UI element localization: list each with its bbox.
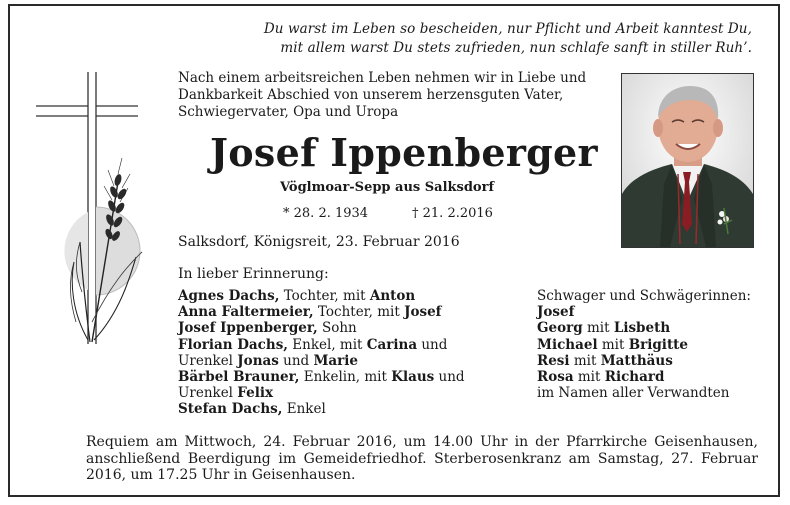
mourner-name: Jonas — [237, 352, 279, 369]
mourner-line — [537, 288, 751, 304]
mourner-partner: Josef — [404, 304, 442, 321]
mourners-list-right — [537, 288, 751, 401]
mourner-partner: Klaus — [391, 369, 435, 386]
mourner-line — [178, 304, 465, 320]
mourner-conjunction: und — [278, 352, 314, 369]
mourner-line — [537, 385, 751, 401]
mourner-line — [537, 369, 751, 385]
portrait-photo — [621, 73, 754, 248]
mourner-relation: Tochter, mit — [279, 288, 370, 304]
mourner-name: Felix — [237, 385, 274, 402]
mourner-line — [178, 337, 465, 353]
place-and-date: Salksdorf, Königsreit, 23. Februar 2016 — [178, 234, 460, 250]
deceased-name: Josef Ippenberger — [210, 130, 598, 175]
cross-with-wheat-icon — [30, 72, 150, 352]
mourner-line — [537, 304, 751, 320]
mourner-relation: Schwager und Schwägerinnen: — [537, 288, 751, 304]
mourner-relation: Enkelin, mit — [299, 369, 392, 386]
poem-line: Du warst im Leben so bescheiden, nur Pflicht und Arbeit kanntest Du, — [263, 21, 752, 37]
mourner-name: Resi — [537, 352, 570, 369]
intro-line: Nach einem arbeitsreichen Leben nehmen wir in Liebe und — [178, 70, 587, 86]
mourner-line — [178, 353, 465, 369]
mourner-line — [178, 385, 465, 401]
mourner-conjunction: mit — [573, 369, 605, 386]
mourner-conjunction: und — [434, 369, 465, 386]
mourner-name: Bärbel Brauner, — [178, 369, 300, 386]
mourner-partner: Richard — [604, 369, 665, 386]
mourner-relation: Sohn — [317, 320, 357, 337]
mourner-partner: Lisbeth — [613, 320, 671, 337]
mourner-name: Anna Faltermeier, — [178, 304, 314, 321]
death-date: † 21. 2.2016 — [412, 206, 493, 221]
mourner-relation: Tochter, mit — [313, 304, 405, 321]
mourner-conjunction: und — [417, 336, 448, 353]
mourner-partner: Anton — [369, 288, 416, 304]
mourner-relation: Urenkel — [178, 352, 238, 369]
mourner-name: Agnes Dachs, — [178, 288, 280, 304]
mourner-relation: Enkel, mit — [288, 336, 367, 353]
mourners-list-left — [178, 288, 465, 418]
mourner-line — [537, 337, 751, 353]
mourner-line — [537, 320, 751, 336]
poem-line: mit allem warst Du stets zufrieden, nun schlafe sanft in stiller Ruh’. — [280, 40, 752, 56]
mourner-line — [178, 288, 465, 304]
mourner-line — [537, 353, 751, 369]
mourner-name: Stefan Dachs, — [178, 401, 283, 418]
mourner-partner: Carina — [366, 336, 418, 353]
mourner-name: Florian Dachs, — [178, 336, 289, 353]
intro-text — [178, 70, 598, 121]
mourner-conjunction: mit — [597, 336, 629, 353]
intro-line: Dankbarkeit Abschied von unserem herzensguten Vater, — [178, 87, 564, 103]
mourner-name: Rosa — [537, 369, 574, 386]
portrait-photo-image — [622, 74, 753, 247]
mourner-name: Michael — [537, 336, 598, 353]
mourner-relation: im Namen aller Verwandten — [537, 385, 730, 402]
mourner-partner: Matthäus — [600, 352, 673, 369]
mourner-name: Josef Ippenberger, — [178, 320, 318, 337]
memory-heading: In lieber Erinnerung: — [178, 266, 329, 282]
mourner-line — [178, 401, 465, 417]
mourner-conjunction: mit — [569, 352, 601, 369]
mourner-name: Josef — [537, 304, 575, 321]
deceased-nickname: Vöglmoar-Sepp aus Salksdorf — [280, 180, 495, 195]
mourner-name: Marie — [313, 352, 359, 369]
mourner-line — [178, 320, 465, 336]
mourner-conjunction: mit — [582, 320, 614, 337]
birth-date: * 28. 2. 1934 — [283, 206, 369, 221]
intro-line: Schwiegervater, Opa und Uropa — [178, 104, 399, 120]
requiem-notice: Requiem am Mittwoch, 24. Februar 2016, um 14.00 Uhr in der Pfarrkirche Geisenhausen, anschließend Beerdigung im Gemeidefriedhof. Sterberosenkranz am Samstag, 27. Februar 2016, um 17.25 Uhr in Geisenhausen. — [86, 434, 758, 483]
mourner-line — [178, 369, 465, 385]
mourner-partner: Brigitte — [628, 336, 688, 353]
mourner-relation: Urenkel — [178, 385, 238, 402]
mourner-name: Georg — [537, 320, 583, 337]
mourner-relation: Enkel — [282, 401, 326, 418]
memorial-poem — [264, 20, 752, 58]
